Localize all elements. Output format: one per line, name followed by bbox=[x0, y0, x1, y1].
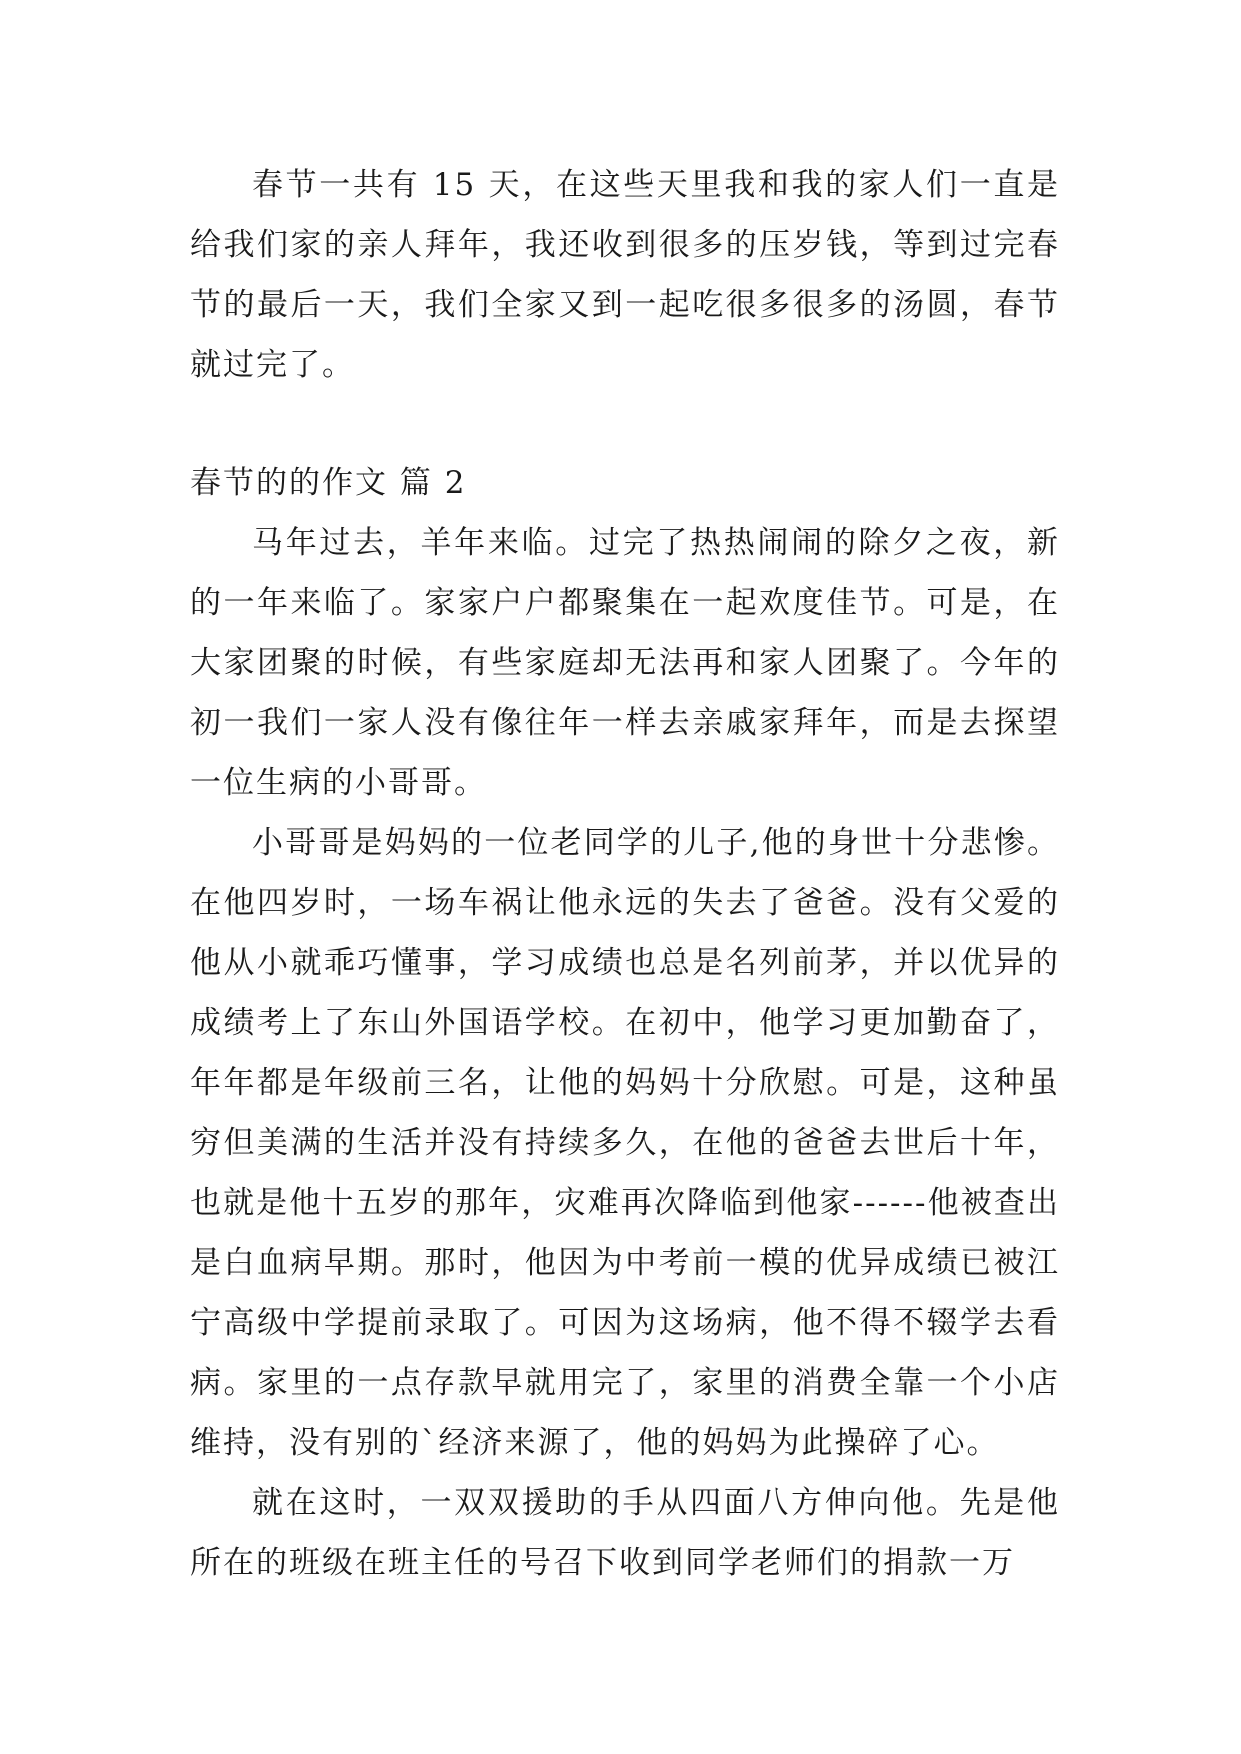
paragraph-4: 就在这时，一双双援助的手从四面八方伸向他。先是他所在的班级在班主任的号召下收到同学老师们的捐款一万 bbox=[190, 1485, 1060, 1581]
paragraph-1: 春节一共有 15 天，在这些天里我和我的家人们一直是给我们家的亲人拜年，我还收到很多的压岁钱，等到过完春节的最后一天，我们全家又到一起吃很多很多的汤圆，春节就过完了。 bbox=[190, 167, 1060, 383]
paragraph-2: 马年过去，羊年来临。过完了热热闹闹的除夕之夜，新的一年来临了。家家户户都聚集在一起欢度佳节。可是，在大家团聚的时候，有些家庭却无法再和家人团聚了。今年的初一我们一家人没有像往年一样去亲戚家拜年，而是去探望一位生病的小哥哥。 bbox=[190, 525, 1060, 801]
paragraph-3: 小哥哥是妈妈的一位老同学的儿子,他的身世十分悲惨。在他四岁时，一场车祸让他永远的失去了爸爸。没有父爱的他从小就乖巧懂事，学习成绩也总是名列前茅，并以优异的成绩考上了东山外国语学校。在初中，他学习更加勤奋了，年年都是年级前三名，让他的妈妈十分欣慰。可是，这种虽穷但美满的生活并没有持续多久，在他的爸爸去世后十年，也就是他十五岁的那年，灾难再次降临到他家------他被查出是白血病早期。那时，他因为中考前一模的优异成绩已被江宁高级中学提前录取了。可因为这场病，他不得不辍学去看病。家里的一点存款早就用完了，家里的消费全靠一个小店维持，没有别的`经济来源了，他的妈妈为此操碎了心。 bbox=[190, 825, 1060, 1461]
text-block-main bbox=[190, 453, 1060, 1593]
section-heading: 春节的的作文 篇 2 bbox=[190, 465, 467, 501]
text-block-top bbox=[190, 155, 1060, 395]
